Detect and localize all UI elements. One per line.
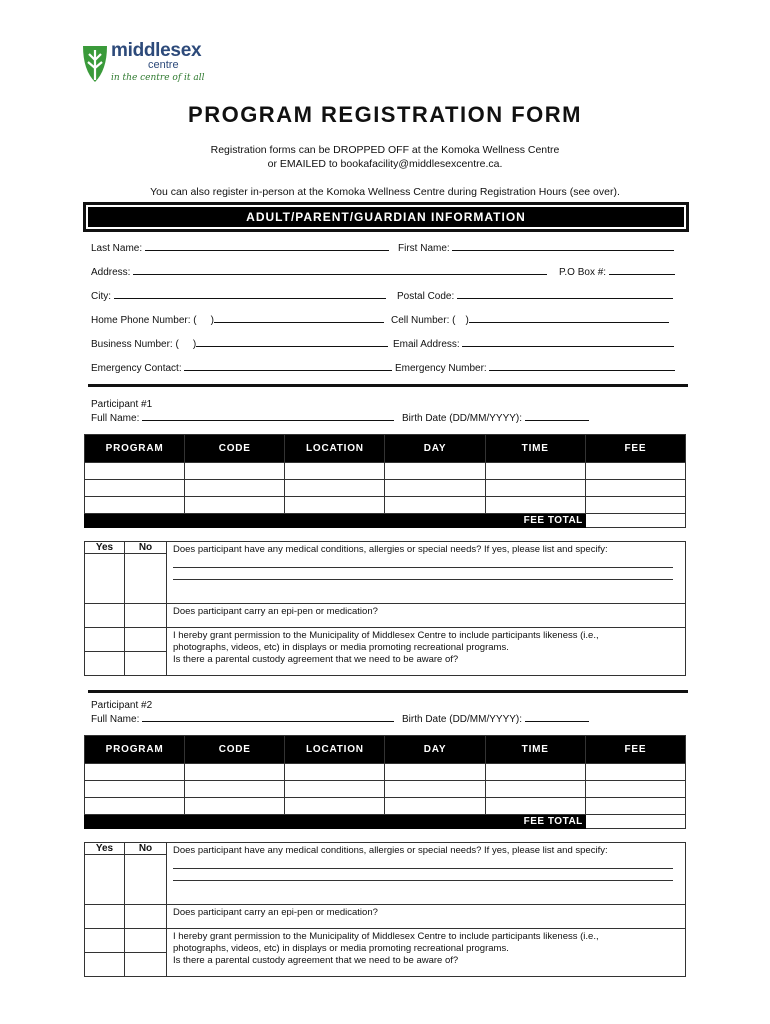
no-box[interactable] (125, 554, 167, 604)
yes-box[interactable] (85, 628, 125, 652)
answer-line[interactable] (173, 568, 673, 580)
no-box[interactable] (125, 628, 167, 652)
program-table (84, 434, 686, 528)
email-label: Email Address: (393, 339, 460, 350)
yes-box[interactable] (85, 929, 125, 953)
epipen-question: Does participant carry an epi-pen or medication? (167, 905, 686, 929)
answer-line[interactable] (173, 869, 673, 881)
business-label: Business Number: ( (91, 339, 179, 350)
fee-total-label: FEE TOTAL (485, 514, 585, 528)
medical-conditions-question (167, 843, 686, 905)
program-table (84, 735, 686, 829)
middlesex-centre-logo-icon (80, 40, 110, 86)
fee-total-row (85, 815, 686, 829)
question-text: Does participant have any medical conditions, allergies or special needs? If yes, please list and specify: (173, 544, 608, 555)
birth-date-label: Birth Date (DD/MM/YYYY): (402, 714, 523, 725)
no-box[interactable] (125, 652, 167, 676)
postal-code-label: Postal Code: (397, 291, 455, 302)
col-code: CODE (185, 736, 285, 764)
permission-text: I hereby grant permission to the Municipality of Middlesex Centre to include participants likeness (i.e., (173, 931, 599, 942)
no-box[interactable] (125, 855, 167, 905)
home-phone-label: Home Phone Number: ( (91, 315, 197, 326)
fee-total-label: FEE TOTAL (485, 815, 585, 829)
birth-date-label: Birth Date (DD/MM/YYYY): (402, 413, 523, 424)
yes-header: Yes (85, 843, 125, 855)
permission-text: photographs, videos, etc) in displays or media promoting recreational programs. (173, 642, 509, 653)
last-name-field[interactable] (91, 242, 389, 254)
intro-line-3: You can also register in-person at the Komoka Wellness Centre during Registration Hours (see over). (150, 186, 620, 198)
col-program: PROGRAM (85, 736, 185, 764)
first-name-label: First Name: (398, 243, 450, 254)
paren: ) (192, 339, 197, 350)
intro-line-1: Registration forms can be DROPPED OFF at the Komoka Wellness Centre (210, 144, 560, 156)
col-location: LOCATION (285, 736, 385, 764)
address-label: Address: (91, 267, 131, 278)
col-time: TIME (485, 736, 585, 764)
separator (88, 384, 688, 387)
paren: ) (210, 315, 214, 326)
col-fee: FEE (585, 435, 685, 463)
table-row[interactable] (85, 798, 686, 815)
yes-box[interactable] (85, 554, 125, 604)
cell-number-field[interactable] (391, 314, 669, 326)
participant-birth-date-field[interactable] (402, 713, 589, 725)
table-row[interactable] (85, 497, 686, 514)
first-name-field[interactable] (398, 242, 674, 254)
col-day: DAY (385, 435, 485, 463)
table-row[interactable] (85, 764, 686, 781)
po-box-label: P.O Box #: (559, 267, 607, 278)
yes-box[interactable] (85, 905, 125, 929)
cell-label: Cell Number: ( (391, 315, 456, 326)
epipen-question: Does participant carry an epi-pen or medication? (167, 604, 686, 628)
participant-heading: Participant #1 (91, 399, 153, 410)
yes-box[interactable] (85, 855, 125, 905)
col-fee: FEE (585, 736, 685, 764)
emergency-number-field[interactable] (395, 362, 675, 374)
col-location: LOCATION (285, 435, 385, 463)
permission-text: photographs, videos, etc) in displays or media promoting recreational programs. (173, 943, 509, 954)
col-program: PROGRAM (85, 435, 185, 463)
section-header (83, 202, 689, 232)
yes-box[interactable] (85, 652, 125, 676)
participant-full-name-field[interactable] (91, 713, 394, 725)
logo-name: middlesex (111, 40, 202, 61)
home-phone-field[interactable] (91, 314, 384, 326)
no-box[interactable] (125, 604, 167, 628)
participant-full-name-field[interactable] (91, 412, 394, 424)
email-field[interactable] (393, 338, 674, 350)
page-title: PROGRAM REGISTRATION FORM (188, 102, 582, 127)
participant-heading: Participant #2 (91, 700, 153, 711)
medical-conditions-question (167, 542, 686, 604)
address-field[interactable] (91, 266, 547, 278)
intro-line-2: or EMAILED to bookafacility@middlesexcentre.ca. (267, 158, 503, 170)
emergency-contact-field[interactable] (91, 362, 392, 374)
permission-question (167, 929, 686, 977)
postal-code-field[interactable] (397, 290, 673, 302)
custody-question: Is there a parental custody agreement that we need to be aware of? (173, 955, 459, 966)
medical-table (84, 842, 686, 977)
fee-total-value[interactable] (585, 514, 685, 528)
table-row[interactable] (85, 781, 686, 798)
no-box[interactable] (125, 929, 167, 953)
permission-text: I hereby grant permission to the Municipality of Middlesex Centre to include participants likeness (i.e., (173, 630, 599, 641)
paren: ) (465, 315, 469, 326)
fee-total-value[interactable] (585, 815, 685, 829)
permission-question (167, 628, 686, 676)
answer-line[interactable] (173, 857, 673, 869)
col-code: CODE (185, 435, 285, 463)
question-text: Does participant have any medical conditions, allergies or special needs? If yes, please list and specify: (173, 845, 608, 856)
emergency-contact-label: Emergency Contact: (91, 363, 182, 374)
last-name-label: Last Name: (91, 243, 143, 254)
section-title: ADULT/PARENT/GUARDIAN INFORMATION (88, 207, 684, 227)
medical-table (84, 541, 686, 676)
no-box[interactable] (125, 953, 167, 977)
business-number-field[interactable] (91, 338, 388, 350)
logo-centre: centre (148, 59, 179, 71)
city-field[interactable] (91, 290, 386, 302)
emergency-number-label: Emergency Number: (395, 363, 487, 374)
separator (88, 690, 688, 693)
fee-total-row (85, 514, 686, 528)
custody-question: Is there a parental custody agreement that we need to be aware of? (173, 654, 459, 665)
yes-header: Yes (85, 542, 125, 554)
yes-box[interactable] (85, 953, 125, 977)
table-row[interactable] (85, 480, 686, 497)
po-box-field[interactable] (559, 266, 675, 278)
col-time: TIME (485, 435, 585, 463)
no-box[interactable] (125, 905, 167, 929)
col-day: DAY (385, 736, 485, 764)
logo-tagline: in the centre of it all (111, 73, 205, 83)
no-header: No (125, 843, 167, 855)
full-name-label: Full Name: (91, 413, 140, 424)
no-header: No (125, 542, 167, 554)
participant-birth-date-field[interactable] (402, 412, 589, 424)
yes-box[interactable] (85, 604, 125, 628)
full-name-label: Full Name: (91, 714, 140, 725)
table-row[interactable] (85, 463, 686, 480)
city-label: City: (91, 291, 111, 302)
answer-line[interactable] (173, 556, 673, 568)
